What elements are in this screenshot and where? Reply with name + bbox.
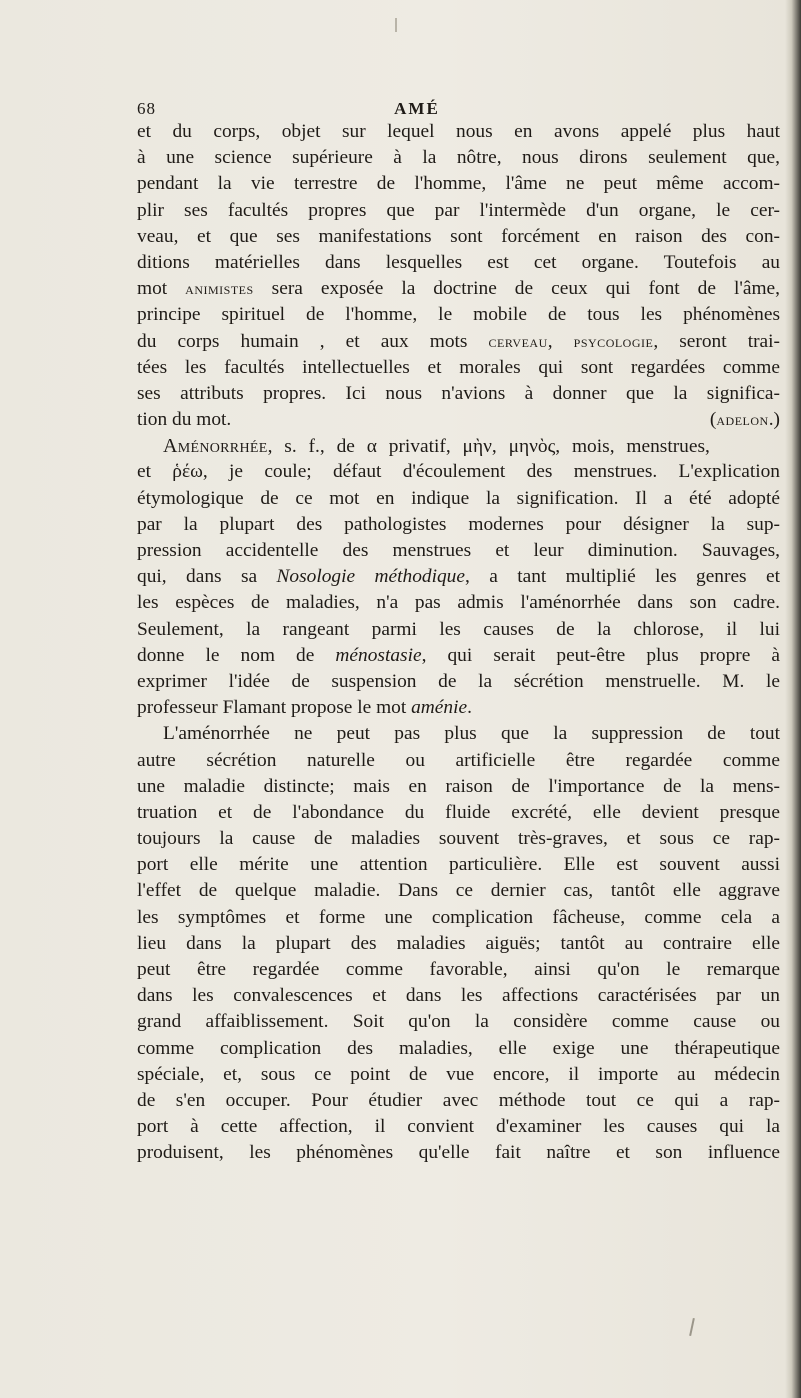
- text-line: truation et de l'abondance du fluide excrété, elle devient presque: [137, 801, 780, 823]
- text-line: par la plupart des pathologistes modernes pour désigner la sup-: [137, 513, 780, 535]
- text-line: professeur Flamant propose le mot aménie.: [137, 697, 472, 719]
- text-line: autre sécrétion naturelle ou artificielle être regardée comme: [137, 749, 780, 771]
- text-line: principe spirituel de l'homme, le mobile de tous les phénomènes: [137, 304, 780, 326]
- body-text: [137, 119, 780, 1167]
- entry-headword-line: Aménorrhée, s. f., de α privatif, μὴν, μηνὸς, mois, menstrues,: [163, 435, 710, 458]
- page-edge-shadow: [785, 0, 801, 1398]
- entry-headword: Aménorrhée: [163, 435, 268, 458]
- text-line: et ῥέω, je coule; défaut d'écoulement des menstrues. L'explication: [137, 461, 780, 483]
- text-line: exprimer l'idée de suspension de la sécrétion menstruelle. M. le: [137, 670, 780, 692]
- text-line: tées les facultés intellectuelles et morales qui sont regardées comme: [137, 356, 780, 378]
- text-line: et du corps, objet sur lequel nous en avons appelé plus haut: [137, 121, 780, 142]
- cross-reference: cerveau: [488, 331, 548, 351]
- text-line: de s'en occuper. Pour étudier avec méthode tout ce qui a rap-: [137, 1089, 780, 1111]
- text-line: plir ses facultés propres que par l'intermède d'un organe, le cer-: [137, 199, 780, 221]
- text-line: pendant la vie terrestre de l'homme, l'âme ne peut même accom-: [137, 173, 780, 195]
- text-line: grand affaiblissement. Soit qu'on la considère comme cause ou: [137, 1011, 780, 1033]
- text-line: les espèces de maladies, n'a pas admis l'aménorrhée dans son cadre.: [137, 592, 780, 614]
- text-line: veau, et que ses manifestations sont forcément en raison des con-: [137, 225, 780, 247]
- text-line: étymologique de ce mot en indique la signification. Il a été adopté: [137, 487, 780, 509]
- text-line: spéciale, et, sous ce point de vue encore, il importe au médecin: [137, 1063, 780, 1085]
- text-line: une maladie distincte; mais en raison de l'importance de la mens-: [137, 775, 780, 797]
- text-line: donne le nom de ménostasie, qui serait peut-être plus propre à: [137, 644, 780, 666]
- text-line: l'effet de quelque maladie. Dans ce dernier cas, tantôt elle aggrave: [137, 880, 780, 902]
- text-line: toujours la cause de maladies souvent très-graves, et sous ce rap-: [137, 828, 780, 850]
- cross-reference: animistes: [185, 279, 254, 299]
- term-italic: aménie: [411, 697, 468, 719]
- text-line: Seulement, la rangeant parmi les causes de la chlorose, il lui: [137, 618, 780, 640]
- book-title: Nosologie méthodique: [276, 566, 465, 588]
- text-line: les symptômes et forme une complication fâcheuse, comme cela a: [137, 906, 780, 928]
- text-line: comme complication des maladies, elle exige une thérapeutique: [137, 1037, 780, 1059]
- page-number: 68: [137, 99, 156, 118]
- text-line: pression accidentelle des menstrues et leur diminution. Sauvages,: [137, 540, 780, 561]
- text-line: peut être regardée comme favorable, ainsi qu'on le remarque: [137, 959, 780, 980]
- author-signature: (adelon.): [709, 409, 780, 431]
- paper-speck: [395, 18, 397, 32]
- text-line: du corps humain , et aux mots cerveau, psycologie, seront trai-: [137, 330, 780, 352]
- text-line: qui, dans sa Nosologie méthodique, a tant multiplié les genres et: [137, 566, 780, 588]
- text-line: produisent, les phénomènes qu'elle fait naître et son influence: [137, 1142, 780, 1164]
- text-line: ditions matérielles dans lesquelles est cet organe. Toutefois au: [137, 251, 780, 273]
- term-italic: ménostasie: [335, 644, 422, 666]
- text-line: lieu dans la plupart des maladies aiguës; tantôt au contraire elle: [137, 932, 780, 954]
- text-line: port elle mérite une attention particulière. Elle est souvent aussi: [137, 854, 780, 876]
- text-line: ses attributs propres. Ici nous n'avions à donner que la significa-: [137, 382, 780, 404]
- text-line: dans les convalescences et dans les affections caractérisées par un: [137, 985, 780, 1007]
- text-line: L'aménorrhée ne peut pas plus que la suppression de tout: [163, 723, 780, 745]
- text-line: port à cette affection, il convient d'examiner les causes qui la: [137, 1116, 780, 1138]
- text-line: tion du mot. (adelon.): [137, 407, 780, 433]
- cross-reference: psycologie: [573, 331, 654, 351]
- pencil-mark: [689, 1318, 695, 1336]
- text-line: mot animistes sera exposée la doctrine de ceux qui font de l'âme,: [137, 278, 780, 300]
- running-head: AMÉ: [394, 99, 440, 118]
- text-line: à une science supérieure à la nôtre, nous dirons seulement que,: [137, 147, 780, 169]
